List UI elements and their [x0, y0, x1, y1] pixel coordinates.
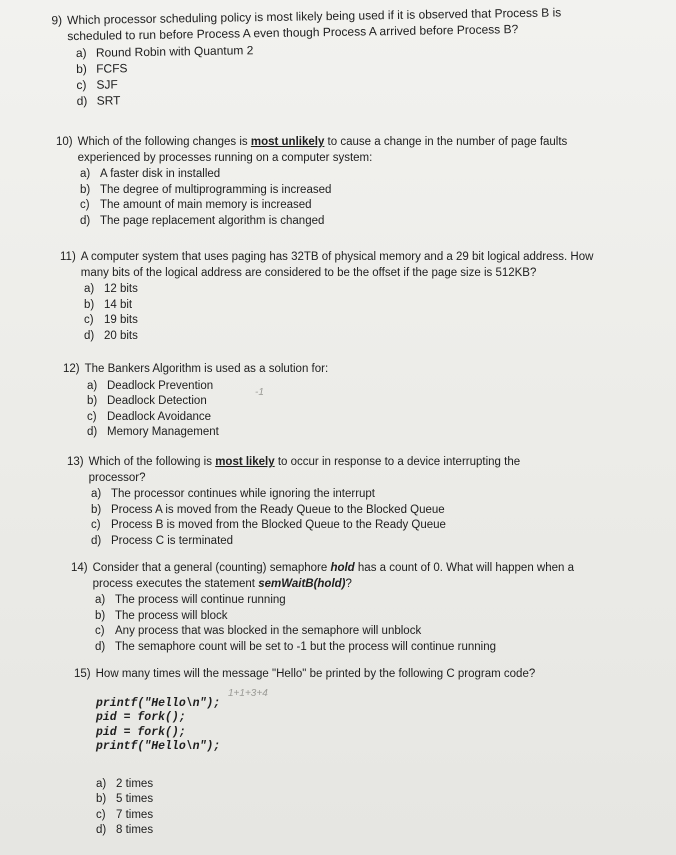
question-11 — [60, 250, 595, 344]
code-line: printf("Hello\n"); — [96, 696, 221, 710]
question-text: The Bankers Algorithm is used as a solution for: — [84, 363, 329, 375]
option-b: b) The degree of multiprogramming is increased — [80, 183, 332, 196]
code-line: pid = fork(); — [96, 711, 186, 724]
option-a: a) 12 bits — [84, 283, 138, 295]
option-b: b) Process A is moved from the Ready Queue to the Blocked Queue — [91, 503, 445, 516]
option-d: d) Process C is terminated — [91, 534, 234, 547]
option-b: b) Deadlock Detection — [87, 395, 207, 407]
question-text: How many times will the message "Hello" be printed by the following C program code? — [95, 668, 536, 680]
question-15 — [74, 667, 594, 839]
option-c: c) The amount of main memory is increased — [80, 199, 312, 211]
question-10 — [56, 135, 596, 229]
question-number: 14) — [71, 562, 88, 574]
option-d: d) The semaphore count will be set to -1 but the process will continue running — [95, 640, 496, 653]
option-b: b) The process will block — [95, 609, 228, 622]
question-number: 13) — [67, 456, 84, 468]
option-c: c) 7 times — [96, 808, 154, 821]
question-14 — [71, 561, 591, 655]
question-13 — [67, 455, 567, 549]
option-c: c) Any process that was blocked in the semaphore will unblock — [95, 625, 422, 637]
option-d: d) SRT — [76, 93, 121, 109]
question-text: Which of the following changes is most unlikely to cause a change in the number of page faults experienced by processes running on a computer system: — [77, 136, 568, 164]
question-number: 11) — [60, 251, 76, 263]
code-line: pid = fork(); — [96, 725, 186, 739]
code-line: printf("Hello\n"); — [96, 740, 221, 753]
code-block — [96, 697, 594, 755]
option-a: a) 2 times — [96, 777, 154, 790]
option-a: a) The processor continues while ignoring the interrupt — [91, 488, 376, 500]
option-a: a) The process will continue running — [95, 594, 286, 606]
question-number: 10) — [56, 136, 73, 148]
pencil-annotation: -1 — [255, 387, 264, 398]
option-b: b) FCFS — [76, 61, 128, 77]
question-text: Consider that a general (counting) semaphore hold has a count of 0. What will happen when a process executes the statement semWaitB(hold)? — [92, 562, 574, 590]
question-text: Which of the following is most likely to occur in response to a device interrupting the processor? — [88, 456, 521, 484]
option-d: d) The page replacement algorithm is changed — [80, 214, 325, 227]
option-d: d) 20 bits — [84, 329, 138, 342]
option-a: a) Round Robin with Quantum 2 — [75, 43, 254, 61]
option-b: b) 14 bit — [84, 298, 133, 311]
option-c: c) Deadlock Avoidance — [87, 410, 211, 423]
option-a: a) A faster disk in installed — [80, 168, 221, 180]
option-c: c) SJF — [76, 77, 118, 93]
question-12 — [63, 362, 583, 441]
option-c: c) Process B is moved from the Blocked Queue to the Ready Queue — [91, 519, 446, 531]
option-c: c) 19 bits — [84, 314, 138, 326]
option-d: d) 8 times — [96, 824, 154, 836]
question-text: A computer system that uses paging has 32TB of physical memory and a 29 bit logical address. How many bits of the logical address are considered to be the offset if the page size is 512KB? — [80, 251, 594, 279]
option-d: d) Memory Management — [87, 426, 219, 438]
question-9 — [51, 4, 612, 110]
pencil-annotation: 1+1+3+4 — [228, 688, 268, 699]
question-number: 12) — [63, 363, 80, 375]
option-b: b) 5 times — [96, 793, 154, 805]
option-a: a) Deadlock Prevention — [87, 379, 214, 392]
question-number: 9) — [51, 13, 63, 28]
question-text: Which processor scheduling policy is most likely being used if it is observed that Process B is scheduled to run before Process A even though Process A arrived before Process B? — [66, 5, 562, 44]
question-number: 15) — [74, 668, 91, 680]
